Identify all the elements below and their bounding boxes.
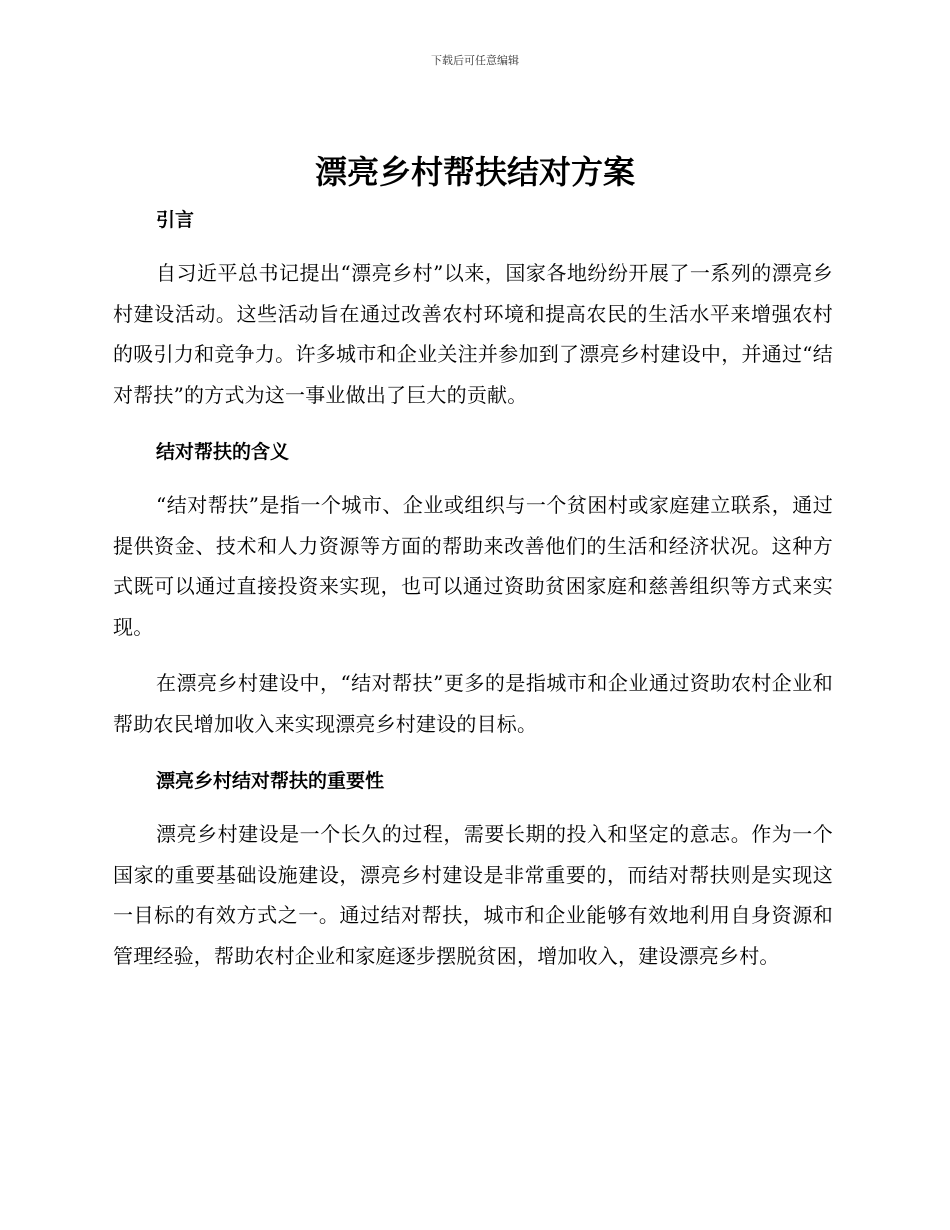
paragraph-meaning-1: “结对帮扶”是指一个城市、企业或组织与一个贫困村或家庭建立联系，通过提供资金、技术和人力资源等方面的帮助来改善他们的生活和经济状况。这种方式既可以通过直接投资来实现，也可以通过资助贫困家庭和慈善组织等方式来实现。: [113, 493, 833, 639]
paragraph-intro: 自习近平总书记提出“漂亮乡村”以来，国家各地纷纷开展了一系列的漂亮乡村建设活动。这些活动旨在通过改善农村环境和提高农民的生活水平来增强农村的吸引力和竞争力。许多城市和企业关注并参加到了漂亮乡村建设中，并通过“结对帮扶”的方式为这一事业做出了巨大的贡献。: [113, 261, 833, 407]
header-note: 下载后可任意编辑: [431, 54, 519, 67]
section-heading-meaning: 结对帮扶的含义: [156, 441, 290, 463]
section-heading-importance: 漂亮乡村结对帮扶的重要性: [156, 770, 385, 792]
document-title: 漂亮乡村帮扶结对方案: [314, 153, 635, 191]
paragraph-meaning-2: 在漂亮乡村建设中，“结对帮扶”更多的是指城市和企业通过资助农村企业和帮助农民增加收入来实现漂亮乡村建设的目标。: [113, 671, 833, 736]
document-body: [113, 200, 833, 976]
paragraph-importance: 漂亮乡村建设是一个长久的过程，需要长期的投入和坚定的意志。作为一个国家的重要基础设施建设，漂亮乡村建设是非常重要的，而结对帮扶则是实现这一目标的有效方式之一。通过结对帮扶，城市和企业能够有效地利用自身资源和管理经验，帮助农村企业和家庭逐步摆脱贫困，增加收入，建设漂亮乡村。: [113, 822, 833, 968]
section-heading-intro: 引言: [156, 209, 195, 231]
